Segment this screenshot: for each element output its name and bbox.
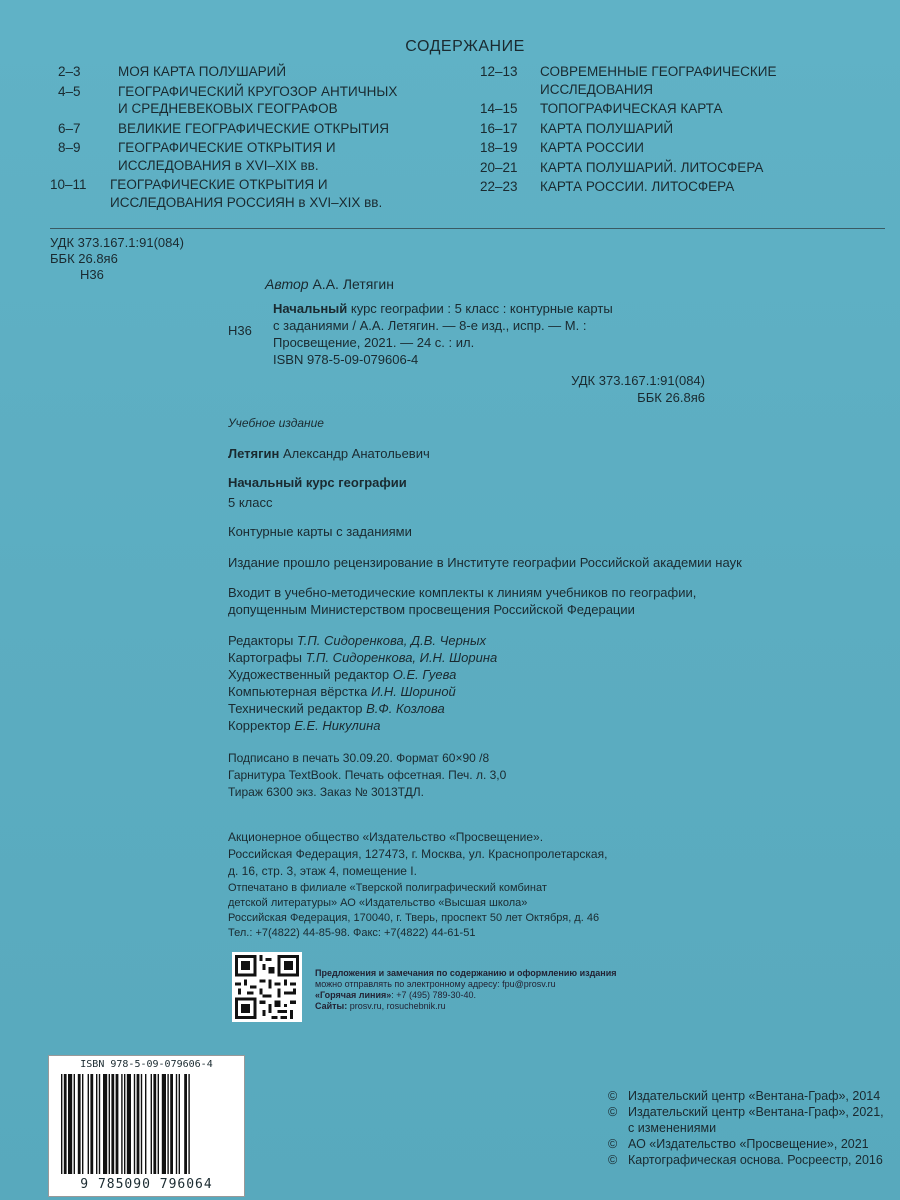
copyright-block (608, 1088, 884, 1168)
credit-role: Редакторы (228, 633, 297, 648)
toc-pages: 20–21 (480, 159, 518, 175)
toc-title-text: КАРТА ПОЛУШАРИЙ (540, 120, 674, 136)
toc-title-text (110, 176, 450, 211)
toc-pages: 10–11 (50, 177, 87, 192)
toc-title-text (118, 83, 450, 118)
copyright-text: АО «Издательство «Просвещение», 2021 (628, 1137, 869, 1151)
toc-title-text: КАРТА РОССИИ (540, 140, 644, 155)
publisher-info (228, 829, 607, 880)
bib-line: с заданиями / А.А. Летягин. — 8-е изд., испр. — М. : (273, 318, 587, 333)
toc-item (50, 139, 450, 174)
toc-title-line: ИССЛЕДОВАНИЯ РОССИЯН в XVI–XIX вв. (110, 194, 383, 210)
bib-bbk: ББК 26.8я6 (637, 390, 705, 405)
barcode-digits: 9 785090 796064 (80, 1177, 213, 1192)
imprint-title: Начальный курс географии (228, 475, 407, 490)
divider (50, 228, 885, 229)
toc-left-column (50, 63, 450, 213)
copyright-line (608, 1104, 884, 1120)
bib-line: Просвещение, 2021. — 24 с. : ил. (273, 335, 475, 350)
copyright-text: с изменениями (628, 1121, 717, 1135)
credit-row (228, 700, 497, 717)
contact-sites (315, 1001, 617, 1012)
contact-line: можно отправлять по электронному адресу: fpu@prosv.ru (315, 979, 556, 989)
imprint-complex (228, 584, 696, 618)
bib-udk: УДК 373.167.1:91(084) (571, 373, 705, 388)
toc-item (480, 139, 880, 157)
credit-names: И.Н. Шориной (370, 684, 456, 699)
copyright-symbol: © (608, 1105, 618, 1119)
credit-row (228, 717, 497, 734)
copyright-symbol: © (608, 1089, 618, 1103)
author-mark: Н36 (80, 267, 104, 282)
printer-info (228, 881, 599, 941)
toc-pages: 8–9 (58, 140, 81, 155)
toc-title-line: ГЕОГРАФИЧЕСКИЙ КРУГОЗОР АНТИЧНЫХ (118, 83, 398, 99)
copyright-line (608, 1136, 884, 1152)
toc-item (480, 120, 880, 138)
copyright-symbol (608, 1120, 628, 1136)
print-line: Подписано в печать 30.09.20. Формат 60×90 /8 (228, 751, 490, 765)
toc-pages: 18–19 (480, 140, 518, 155)
credit-names: Т.П. Сидоренкова, И.Н. Шорина (305, 650, 498, 665)
toc-title-line: ИССЛЕДОВАНИЯ (540, 81, 654, 97)
copyright-text: Издательский центр «Вентана-Граф», 2021, (628, 1105, 884, 1119)
copyright-symbol: © (608, 1153, 618, 1167)
credit-role: Корректор (228, 718, 295, 733)
barcode-bars (61, 1074, 231, 1174)
credit-role: Компьютерная вёрстка (228, 684, 371, 699)
copyright-symbol: © (608, 1137, 618, 1151)
toc-item (480, 178, 880, 196)
bib-title-word: Начальный (273, 301, 348, 316)
bib-isbn: ISBN 978-5-09-079606-4 (273, 352, 419, 367)
bbk-code: ББК 26.8я6 (50, 251, 118, 266)
toc-item (50, 176, 450, 211)
bib-line (228, 300, 733, 317)
toc-item (50, 83, 450, 118)
toc-item (480, 159, 880, 177)
toc-title-text (118, 139, 450, 174)
printer-line: Российская Федерация, 170040, г. Тверь, проспект 50 лет Октября, д. 46 (228, 912, 600, 924)
printer-line: Отпечатано в филиале «Тверской полиграфический комбинат (228, 882, 547, 894)
printer-line: Тел.: +7(4822) 44-85-98. Факс: +7(4822) 44-61-51 (228, 927, 476, 939)
toc-title-text: КАРТА РОССИИ. ЛИТОСФЕРА (540, 179, 735, 194)
toc-title-line: ГЕОГРАФИЧЕСКИЕ ОТКРЫТИЯ И (118, 140, 336, 155)
contact-info (315, 968, 617, 1012)
bib-line-text: курс географии : 5 класс : контурные карты (347, 301, 613, 316)
print-line: Тираж 6300 экз. Заказ № 3013ТДЛ. (228, 785, 424, 799)
contact-hotline (315, 990, 617, 1001)
toc-title-line: И СРЕДНЕВЕКОВЫХ ГЕОГРАФОВ (118, 101, 338, 116)
edition-type: Учебное издание (228, 416, 324, 430)
print-line: Гарнитура TextBook. Печать офсетная. Печ. л. 3,0 (228, 768, 507, 782)
toc-title-text: КАРТА ПОЛУШАРИЙ. ЛИТОСФЕРА (540, 159, 764, 175)
copyright-line (608, 1120, 884, 1136)
credit-row (228, 666, 497, 683)
credit-names: О.Е. Гуева (392, 667, 457, 682)
sites-label: Сайты: (315, 1001, 348, 1011)
barcode-isbn: ISBN 978-5-09-079606-4 (80, 1059, 213, 1070)
copyright-text: Картографическая основа. Росреестр, 2016 (628, 1153, 883, 1167)
contact-line: Предложения и замечания по содержанию и оформлению издания (315, 968, 617, 978)
imprint-author-names: Александр Анатольевич (279, 446, 430, 461)
bibliographic-record (228, 300, 733, 368)
credit-row (228, 683, 497, 700)
publisher-line: Акционерное общество «Издательство «Просвещение». (228, 830, 544, 844)
bib-classification (545, 372, 705, 406)
toc-title-line: ГЕОГРАФИЧЕСКИЕ ОТКРЫТИЯ И (110, 177, 328, 192)
toc-title: СОДЕРЖАНИЕ (405, 38, 525, 55)
toc-title-text: МОЯ КАРТА ПОЛУШАРИЙ (118, 64, 287, 79)
author-label: Автор (265, 276, 309, 292)
sites-list: prosv.ru, rosuchebnik.ru (347, 1001, 446, 1011)
publisher-line: д. 16, стр. 3, этаж 4, помещение I. (228, 864, 417, 878)
toc-title-line: ИССЛЕДОВАНИЯ в XVI–XIX вв. (118, 157, 319, 173)
classification-codes (50, 235, 184, 283)
toc-title-text: ТОПОГРАФИЧЕСКАЯ КАРТА (540, 101, 723, 116)
printer-line: детской литературы» АО «Издательство «Высшая школа» (228, 897, 528, 909)
hotline-label: «Горячая линия» (315, 990, 392, 1000)
toc-pages: 16–17 (480, 120, 518, 136)
author-name: А.А. Летягин (312, 276, 394, 292)
toc-item (50, 120, 450, 138)
toc-item (50, 63, 450, 81)
toc-pages: 2–3 (58, 64, 81, 79)
imprint-review: Издание прошло рецензирование в Институте географии Российской академии наук (228, 555, 742, 570)
imprint-subtitle: Контурные карты с заданиями (228, 524, 412, 539)
toc-title-text (540, 63, 880, 98)
credits-list (228, 632, 497, 734)
toc-pages: 6–7 (58, 120, 81, 136)
credit-names: Т.П. Сидоренкова, Д.В. Черных (296, 633, 487, 648)
copyright-line (608, 1152, 884, 1168)
toc-pages: 22–23 (480, 179, 518, 194)
imprint-author-surname: Летягин (228, 446, 280, 461)
credit-role: Технический редактор (228, 701, 367, 716)
credit-row (228, 632, 497, 649)
print-details (228, 750, 506, 801)
copyright-text: Издательский центр «Вентана-Граф», 2014 (628, 1089, 881, 1103)
qr-code (232, 952, 302, 1022)
imprint-author (228, 445, 430, 462)
toc-pages: 4–5 (58, 83, 81, 99)
udk-code: УДК 373.167.1:91(084) (50, 235, 184, 250)
toc-right-column (480, 63, 880, 198)
bib-author-mark: Н36 (228, 323, 252, 338)
imprint-complex-line: Входит в учебно-методические комплекты к линиям учебников по географии, (228, 585, 697, 600)
credit-names: В.Ф. Козлова (366, 701, 445, 716)
credit-row (228, 649, 497, 666)
credit-role: Художественный редактор (228, 667, 393, 682)
toc-item (480, 63, 880, 98)
toc-pages: 12–13 (480, 64, 518, 79)
toc-item (480, 100, 880, 118)
imprint-complex-line: допущенным Министерством просвещения Российской Федерации (228, 602, 635, 617)
toc-title-line: СОВРЕМЕННЫЕ ГЕОГРАФИЧЕСКИЕ (540, 64, 777, 79)
isbn-barcode (48, 1055, 245, 1197)
credit-names: Е.Е. Никулина (294, 718, 381, 733)
toc-pages: 14–15 (480, 101, 518, 116)
toc-title-text: ВЕЛИКИЕ ГЕОГРАФИЧЕСКИЕ ОТКРЫТИЯ (118, 120, 389, 136)
imprint-grade: 5 класс (228, 495, 273, 510)
author-line (265, 276, 394, 292)
publisher-line: Российская Федерация, 127473, г. Москва, ул. Краснопролетарская, (228, 847, 608, 861)
credit-role: Картографы (228, 650, 306, 665)
copyright-line (608, 1088, 884, 1104)
hotline-number: : +7 (495) 789-30-40. (391, 990, 477, 1000)
